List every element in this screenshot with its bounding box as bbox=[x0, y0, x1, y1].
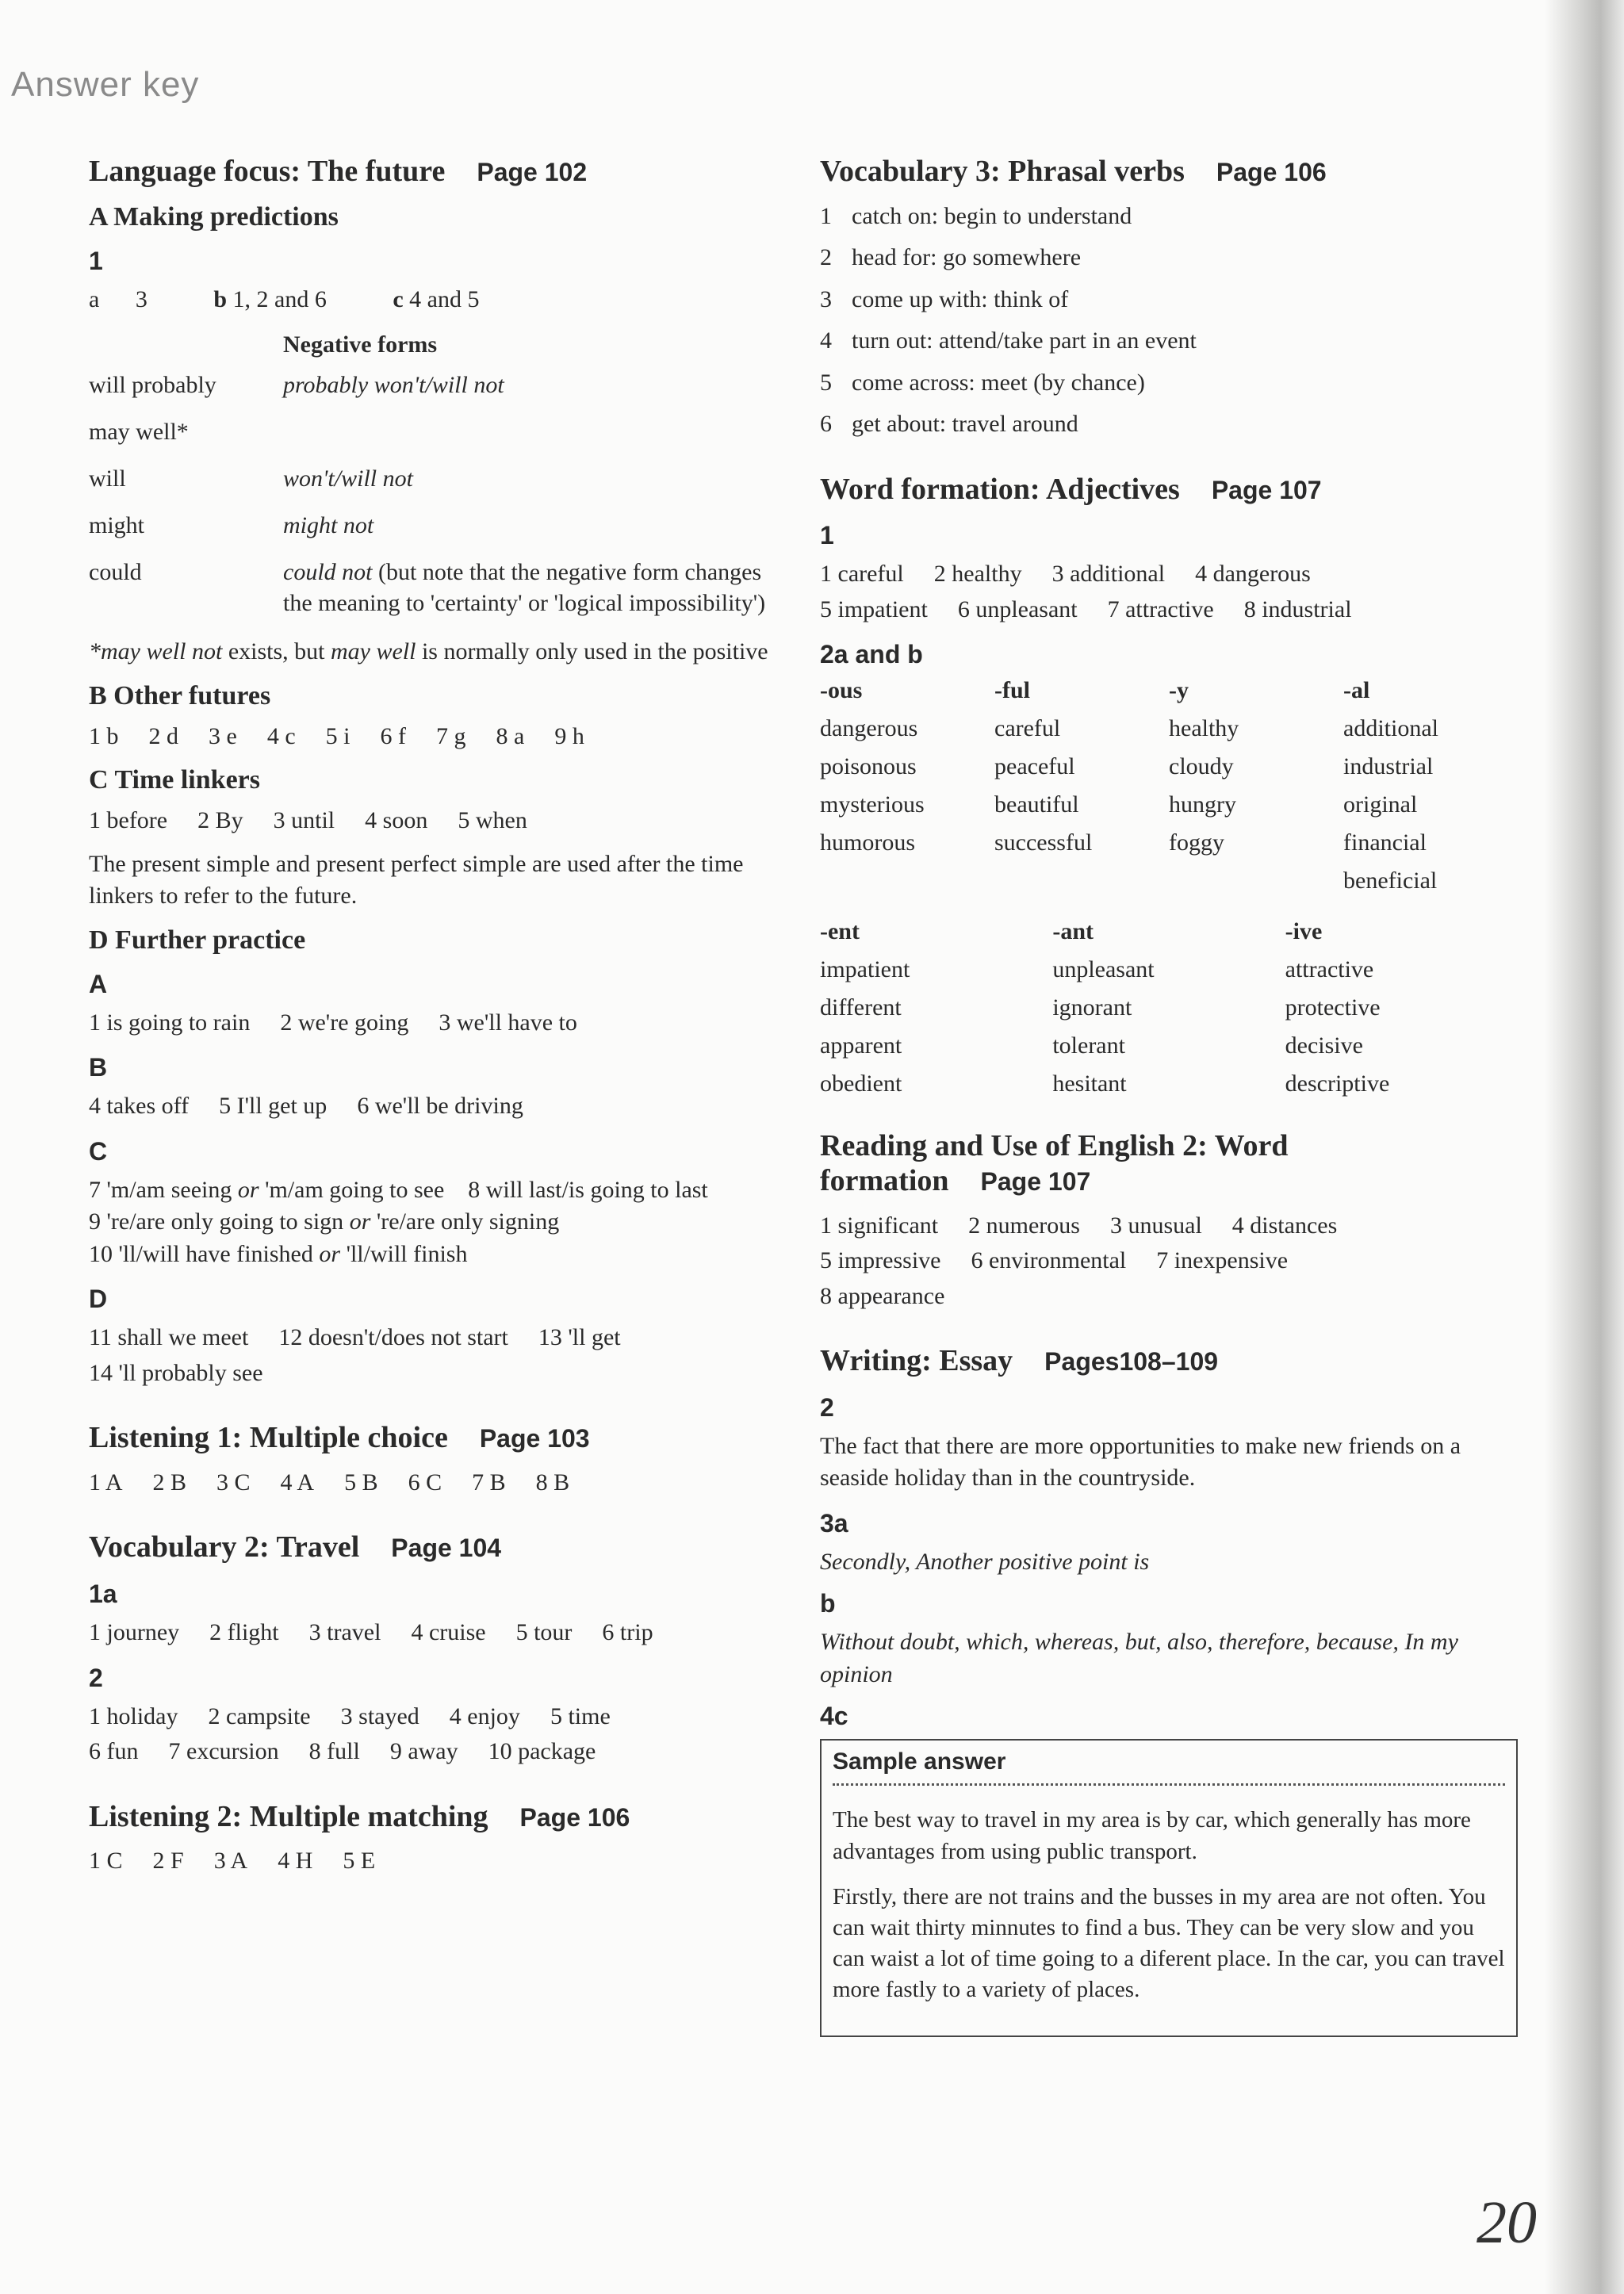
list-item: 6 get about: travel around bbox=[820, 411, 1078, 438]
table-row: might might not bbox=[89, 512, 374, 539]
question-number: 2 bbox=[89, 1663, 103, 1692]
answer-line: 4 takes off 5 I'll get up 6 we'll be driving bbox=[89, 1093, 523, 1120]
answer-line: 6 fun 7 excursion 8 full 9 away 10 package bbox=[89, 1738, 596, 1765]
table-row: will won't/will not bbox=[89, 465, 413, 492]
answer-line: 1 before 2 By 3 until 4 soon 5 when bbox=[89, 807, 527, 834]
sub-heading-a: A Making predictions bbox=[89, 201, 339, 232]
handwritten-page-number: 20 bbox=[1477, 2189, 1537, 2256]
section-title: Writing: Essay Pages108–109 bbox=[820, 1344, 1219, 1378]
list-item: 4 turn out: attend/take part in an event bbox=[820, 327, 1197, 354]
page-edge-shadow bbox=[1545, 0, 1624, 2294]
question-number: b bbox=[820, 1589, 836, 1618]
question-number: 2 bbox=[820, 1392, 834, 1422]
section-title: Reading and Use of English 2: Word formation Page 107 bbox=[820, 1129, 1289, 1198]
box-paragraph: Firstly, there are not trains and the busses in my area are not often. You can wait thirty minnutes to find a bus. They can be very slow and you can waist a lot of time going to a diferent place. In the car, you can travel more fastly to a variety of places. bbox=[833, 1883, 1505, 2003]
table-row: could could not (but note that the negative form changes the meaning to 'certainty' or 'logical impossibility') bbox=[89, 559, 766, 617]
question-number: B bbox=[89, 1053, 108, 1082]
page-ref: Page 104 bbox=[391, 1534, 502, 1563]
section-language-focus bbox=[89, 155, 771, 1389]
answer-line: 1 journey 2 flight 3 travel 4 cruise 5 tour 6 trip bbox=[89, 1619, 653, 1646]
question-number: A bbox=[89, 969, 108, 998]
answer-line: 1 significant 2 numerous 3 unusual 4 distances bbox=[820, 1212, 1338, 1239]
page-ref: Pages108–109 bbox=[1044, 1347, 1219, 1377]
answer-paragraph: 7 'm/am seeing or 'm/am going to see 8 will last/is going to last 9 're/are only going to sign or 're/are only signing 10 'll/will have finished or 'll/will finish bbox=[89, 1176, 708, 1267]
answer-line: 1 C 2 F 3 A 4 H 5 E bbox=[89, 1848, 376, 1875]
phrasal-verbs-list bbox=[820, 201, 1518, 441]
section-reading-use-of-english bbox=[820, 1129, 1518, 1312]
list-item: 5 come across: meet (by chance) bbox=[820, 369, 1145, 396]
page-ref: Page 107 bbox=[980, 1167, 1091, 1197]
list-item: 3 come up with: think of bbox=[820, 285, 1069, 312]
page-ref: Page 102 bbox=[477, 158, 588, 186]
sample-answer-box bbox=[820, 1739, 1518, 2037]
sub-heading-b: B Other futures bbox=[89, 680, 271, 710]
sub-heading-d: D Further practice bbox=[89, 925, 306, 955]
suffix-table-2: -ent -ant -ive impatient unpleasant attractive different ignorant protective apparent tolerant decisive obedient hesitant descriptive bbox=[820, 918, 1390, 1097]
section-title: Vocabulary 3: Phrasal verbs Page 106 bbox=[820, 155, 1327, 188]
question-number: C bbox=[89, 1136, 108, 1166]
note: *may well not exists, but may well is normally only used in the positive bbox=[89, 638, 768, 665]
answer-line: 5 impatient 6 unpleasant 7 attractive 8 industrial bbox=[820, 596, 1352, 622]
section-writing-essay bbox=[820, 1344, 1518, 2037]
question-number: 1 bbox=[820, 521, 834, 550]
section-title: Listening 2: Multiple matching Page 106 bbox=[89, 1799, 630, 1833]
list-item: 2 head for: go somewhere bbox=[820, 244, 1082, 271]
negative-forms-table bbox=[89, 327, 771, 628]
answer-line: 1 b 2 d 3 e 4 c 5 i 6 f 7 g 8 a 9 h bbox=[89, 722, 584, 749]
box-title: Sample answer bbox=[833, 1748, 1505, 1786]
left-column bbox=[89, 155, 771, 1909]
section-title: Word formation: Adjectives Page 107 bbox=[820, 472, 1322, 506]
table-header: Negative forms bbox=[283, 331, 438, 358]
section-word-formation bbox=[820, 473, 1518, 1098]
section-title: Vocabulary 2: Travel Page 104 bbox=[89, 1530, 502, 1564]
page-ref: Page 107 bbox=[1211, 475, 1322, 504]
right-column bbox=[820, 155, 1518, 2069]
suffix-table-1: -ous -ful -y -al dangerous careful healthy additional poisonous peaceful cloudy industrial mysterious beautiful hungry original humorous successful foggy financial beneficial bbox=[820, 677, 1438, 894]
page-header: Answer key bbox=[11, 65, 200, 104]
answer-paragraph: Without doubt, which, whereas, but, also, therefore, because, In my opinion bbox=[820, 1629, 1458, 1687]
answer-line: 1 is going to rain 2 we're going 3 we'll have to bbox=[89, 1009, 577, 1036]
answer-line: 11 shall we meet 12 doesn't/does not start 13 'll get bbox=[89, 1324, 621, 1351]
section-title: Listening 1: Multiple choice Page 103 bbox=[89, 1421, 590, 1455]
answer-line: 5 impressive 6 environmental 7 inexpensive bbox=[820, 1247, 1289, 1274]
section-listening-1 bbox=[89, 1421, 771, 1499]
page-ref: Page 106 bbox=[1216, 158, 1327, 186]
answer-line: 1 holiday 2 campsite 3 stayed 4 enjoy 5 time bbox=[89, 1702, 611, 1729]
box-paragraph: The best way to travel in my area is by car, which generally has more advantages from using public transport. bbox=[833, 1807, 1471, 1864]
question-number: 1 bbox=[89, 246, 103, 275]
question-number: 1a bbox=[89, 1580, 117, 1609]
answer-line: a 3 b 1, 2 and 6 c 4 and 5 bbox=[89, 285, 480, 312]
answer-line: 8 appearance bbox=[820, 1282, 945, 1309]
answer-line: 1 A 2 B 3 C 4 A 5 B 6 C 7 B 8 B bbox=[89, 1469, 570, 1496]
section-vocabulary-3 bbox=[820, 155, 1518, 441]
section-title: Language focus: The future Page 102 bbox=[89, 155, 588, 188]
answer-paragraph: Secondly, Another positive point is bbox=[820, 1548, 1150, 1575]
answer-paragraph: The fact that there are more opportunities to make new friends on a seaside holiday than in the countryside. bbox=[820, 1432, 1461, 1492]
answer-line: 1 careful 2 healthy 3 additional 4 dangerous bbox=[820, 561, 1311, 588]
note: The present simple and present perfect simple are used after the time linkers to refer to the future. bbox=[89, 850, 744, 910]
table-row: will probably probably won't/will not bbox=[89, 372, 504, 399]
list-item: 1 catch on: begin to understand bbox=[820, 202, 1132, 229]
question-number: 3a bbox=[820, 1508, 848, 1538]
section-vocabulary-2 bbox=[89, 1530, 771, 1767]
page-ref: Page 103 bbox=[479, 1424, 590, 1453]
question-number: 4c bbox=[820, 1702, 848, 1731]
page-ref: Page 106 bbox=[519, 1802, 630, 1832]
sub-heading-c: C Time linkers bbox=[89, 765, 260, 795]
answer-line: 14 'll probably see bbox=[89, 1359, 263, 1386]
table-row: may well* bbox=[89, 419, 189, 446]
question-number: D bbox=[89, 1285, 108, 1314]
section-listening-2 bbox=[89, 1800, 771, 1878]
question-number: 2a and b bbox=[820, 640, 923, 669]
